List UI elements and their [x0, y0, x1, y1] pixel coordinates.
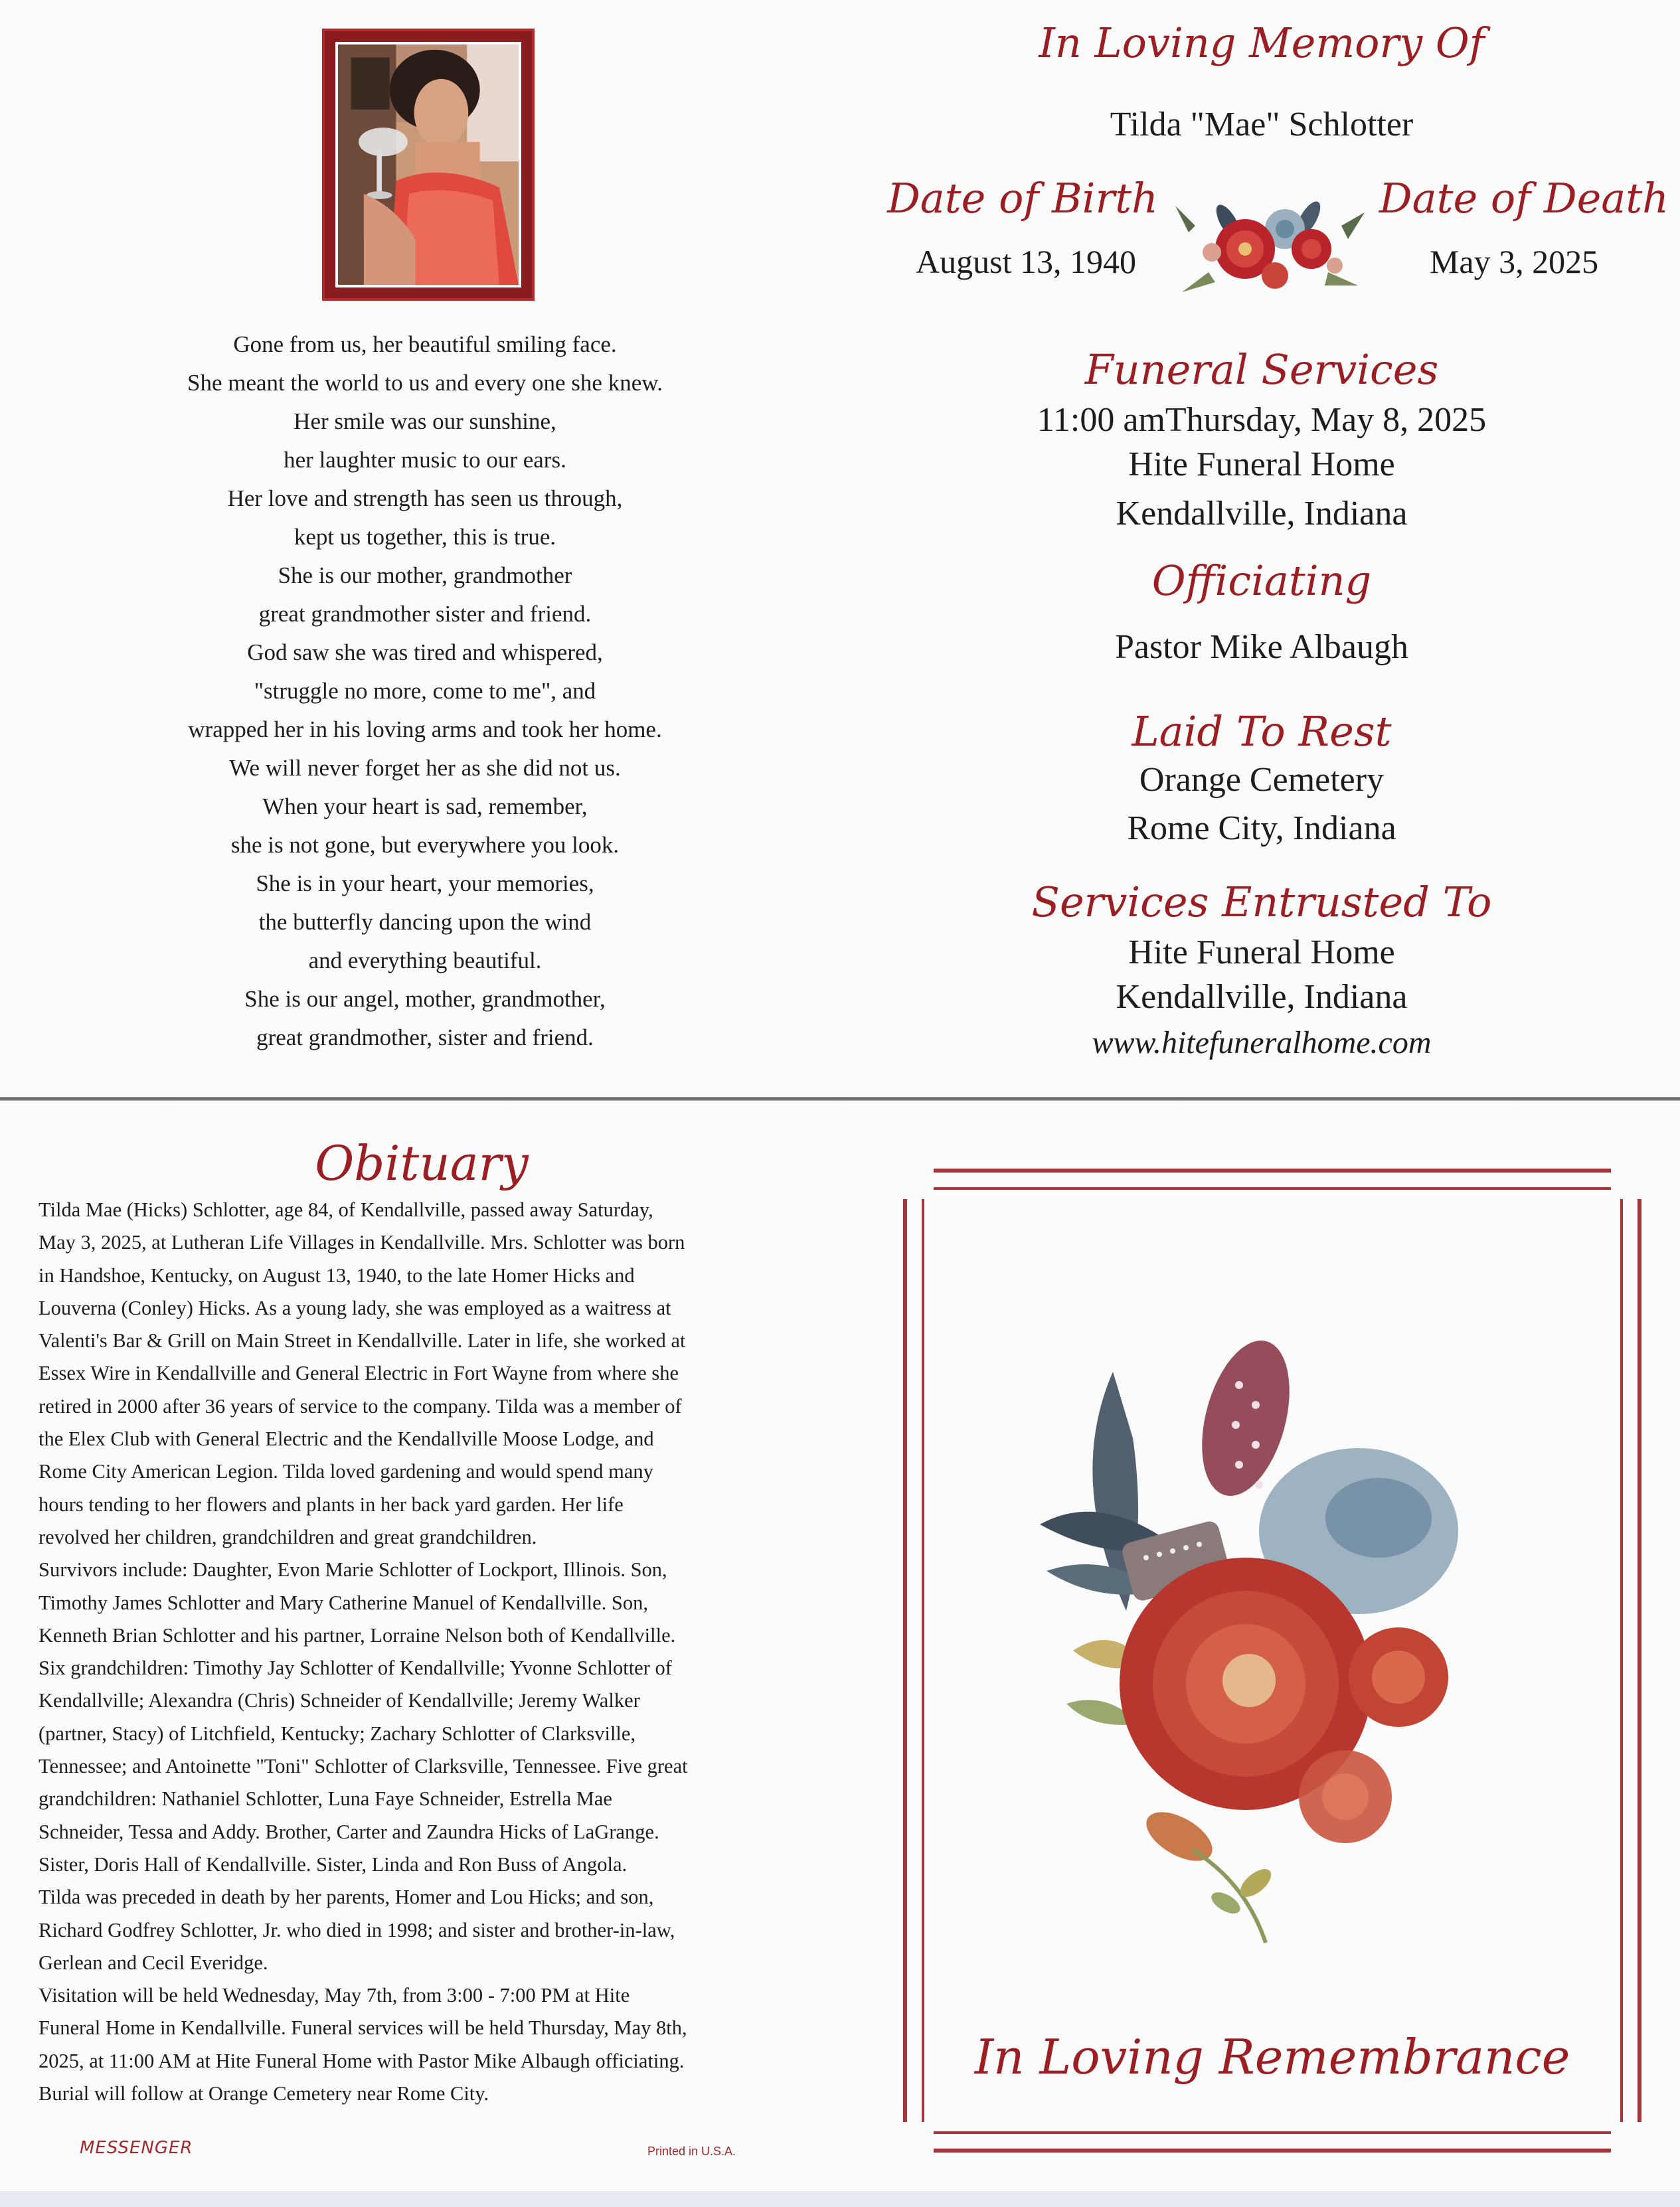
portrait-photo [322, 29, 535, 301]
poem-line: She is our mother, grandmother [278, 562, 572, 588]
obituary-line: in Handshoe, Kentucky, on August 13, 1940, to the late Homer Hicks and [39, 1264, 635, 1287]
obituary-line: Survivors include: Daughter, Evon Marie Schlotter of Lockport, Illinois. Son, [39, 1558, 667, 1582]
obituary-line: Visitation will be held Wednesday, May 7th, from 3:00 - 7:00 PM at Hite [39, 1984, 630, 2007]
service-details-panel [843, 0, 1680, 1096]
fold-line [0, 1097, 1680, 1101]
obituary-line: Tilda was preceded in death by her parents, Homer and Lou Hicks; and son, [39, 1886, 654, 1909]
poem-line: She is our angel, mother, grandmother, [244, 986, 606, 1012]
obituary-title: Obituary [315, 1135, 529, 1191]
officiant: Pastor Mike Albaugh [1115, 628, 1408, 666]
messenger-logo: MESSENGER [80, 2138, 193, 2158]
deceased-name: Tilda "Mae" Schlotter [1110, 106, 1414, 143]
frame-corner [1611, 2122, 1641, 2153]
frame-corner [903, 2122, 934, 2153]
poem-line: We will never forget her as she did not us. [229, 755, 621, 781]
service-city: Kendallville, Indiana [1116, 495, 1408, 532]
poem-line: "struggle no more, come to me", and [254, 678, 596, 704]
officiating-heading: Officiating [1151, 556, 1372, 605]
obituary-line: Richard Godfrey Schlotter, Jr. who died in 1998; and sister and brother-in-law, [39, 1918, 675, 1941]
decorative-frame [903, 1169, 1641, 2153]
birth-date: August 13, 1940 [916, 243, 1136, 280]
frame-corner [1611, 1169, 1641, 1199]
poem-line: her laughter music to our ears. [284, 447, 566, 473]
service-place: Hite Funeral Home [1128, 446, 1395, 483]
obituary-line: Funeral Home in Kendallville. Funeral services will be held Thursday, May 8th, [39, 2016, 687, 2040]
cover-panel [843, 1105, 1680, 2207]
poem-line: she is not gone, but everywhere you look. [230, 832, 620, 858]
obituary-line: 2025, at 11:00 AM at Hite Funeral Home with Pastor Mike Albaugh officiating. [39, 2049, 685, 2072]
obituary-line: (partner, Stacy) of Litchfield, Kentucky; Zachary Schlotter of Clarksville, [39, 1722, 636, 1745]
frame-corner [903, 1169, 934, 1199]
obituary-line: Essex Wire in Kendallville and General Electric in Fort Wayne from where she [39, 1362, 679, 1385]
funeral-services-heading: Funeral Services [1084, 345, 1439, 394]
service-time-date [843, 400, 1680, 440]
poem-line: wrapped her in his loving arms and took her home. [188, 716, 662, 742]
rest-place: Orange Cemetery [1139, 761, 1385, 799]
obituary-line: Sister, Doris Hall of Kendallville. Sister, Linda and Ron Buss of Angola. [39, 1852, 628, 1876]
birth-label: Date of Birth [887, 174, 1158, 222]
death-label: Date of Death [1379, 174, 1669, 222]
obituary-line: retired in 2000 after 36 years of service to the company. Tilda was a member of [39, 1394, 682, 1418]
website: www.hitefuneralhome.com [1092, 1025, 1432, 1060]
poem-line: kept us together, this is true. [294, 524, 556, 550]
flower-bouquet-icon [1169, 186, 1368, 305]
poem-line: great grandmother sister and friend. [258, 601, 592, 627]
obituary-line: May 3, 2025, at Lutheran Life Villages in Kendallville. Mrs. Schlotter was born [39, 1231, 685, 1254]
obituary-line: the Elex Club with General Electric and the Kendallville Moose Lodge, and [39, 1428, 654, 1451]
printed-in-usa: Printed in U.S.A. [647, 2145, 736, 2158]
obituary-line: Rome City American Legion. Tilda loved gardening and would spend many [39, 1460, 653, 1483]
poem-line: When your heart is sad, remember, [262, 793, 588, 819]
obituary-line: Six grandchildren: Timothy Jay Schlotter of Kendallville; Yvonne Schlotter of [39, 1657, 672, 1680]
obituary-panel [0, 1105, 843, 2207]
memory-heading: In Loving Memory Of [1039, 19, 1485, 67]
entrusted-city: Kendallville, Indiana [1116, 978, 1408, 1016]
portrait-image [338, 44, 519, 285]
poem [73, 325, 777, 1057]
poem-line: She meant the world to us and every one she knew. [187, 370, 663, 396]
obituary-line: Gerlean and Cecil Everidge. [39, 1951, 268, 1974]
poem-panel [0, 0, 843, 1096]
obituary-line: Kenneth Brian Schlotter and his partner, Lorraine Nelson both of Kendallville. [39, 1623, 676, 1647]
poem-line: and everything beautiful. [308, 947, 542, 973]
poem-line: God saw she was tired and whispered, [247, 639, 603, 665]
entrusted-place: Hite Funeral Home [1128, 934, 1395, 971]
obituary-line: Burial will follow at Orange Cemetery near Rome City. [39, 2082, 489, 2105]
entrusted-heading: Services Entrusted To [1031, 878, 1492, 926]
laid-to-rest-heading: Laid To Rest [1132, 707, 1392, 756]
rest-city: Rome City, Indiana [1127, 809, 1396, 847]
remembrance-title: In Loving Remembrance [974, 2029, 1570, 2085]
service-time: 11:00 am [1037, 401, 1165, 439]
obituary-line: Schneider, Tessa and Addy. Brother, Carter and Zaundra Hicks of LaGrange. [39, 1820, 659, 1843]
obituary-line: Tennessee; and Antoinette "Toni" Schlotter of Clarksville, Tennessee. Five great [39, 1755, 688, 1778]
obituary-line: Valenti's Bar & Grill on Main Street in Kendallville. Later in life, she worked at [39, 1329, 686, 1352]
poem-line: the butterfly dancing upon the wind [258, 909, 592, 935]
obituary-line: hours tending to her flowers and plants in her back yard garden. Her life [39, 1493, 624, 1516]
poem-line: She is in your heart, your memories, [256, 870, 594, 896]
service-date: Thursday, May 8, 2025 [1165, 401, 1487, 439]
poem-line: great grandmother, sister and friend. [256, 1024, 594, 1050]
poem-line: Her love and strength has seen us through, [227, 485, 623, 511]
obituary-line: Kendallville; Alexandra (Chris) Schneider of Kendallville; Jeremy Walker [39, 1689, 640, 1712]
obituary-line: grandchildren: Nathaniel Schlotter, Luna Faye Schneider, Estrella Mae [39, 1787, 612, 1811]
obituary-line: Timothy James Schlotter and Mary Catherine Manuel of Kendallville. Son, [39, 1591, 648, 1614]
obituary-line: Louverna (Conley) Hicks. As a young lady, she was employed as a waitress at [39, 1296, 671, 1319]
obituary-line: revolved her children, grandchildren and great grandchildren. [39, 1525, 537, 1548]
death-date: May 3, 2025 [1429, 243, 1599, 280]
watercolor-flower-icon [1027, 1332, 1485, 1956]
obituary-text [39, 1194, 809, 2110]
page-bottom-edge [0, 2191, 1680, 2207]
poem-line: Gone from us, her beautiful smiling face. [233, 331, 617, 357]
poem-line: Her smile was our sunshine, [294, 408, 556, 434]
obituary-line: Tilda Mae (Hicks) Schlotter, age 84, of Kendallville, passed away Saturday, [39, 1198, 653, 1221]
